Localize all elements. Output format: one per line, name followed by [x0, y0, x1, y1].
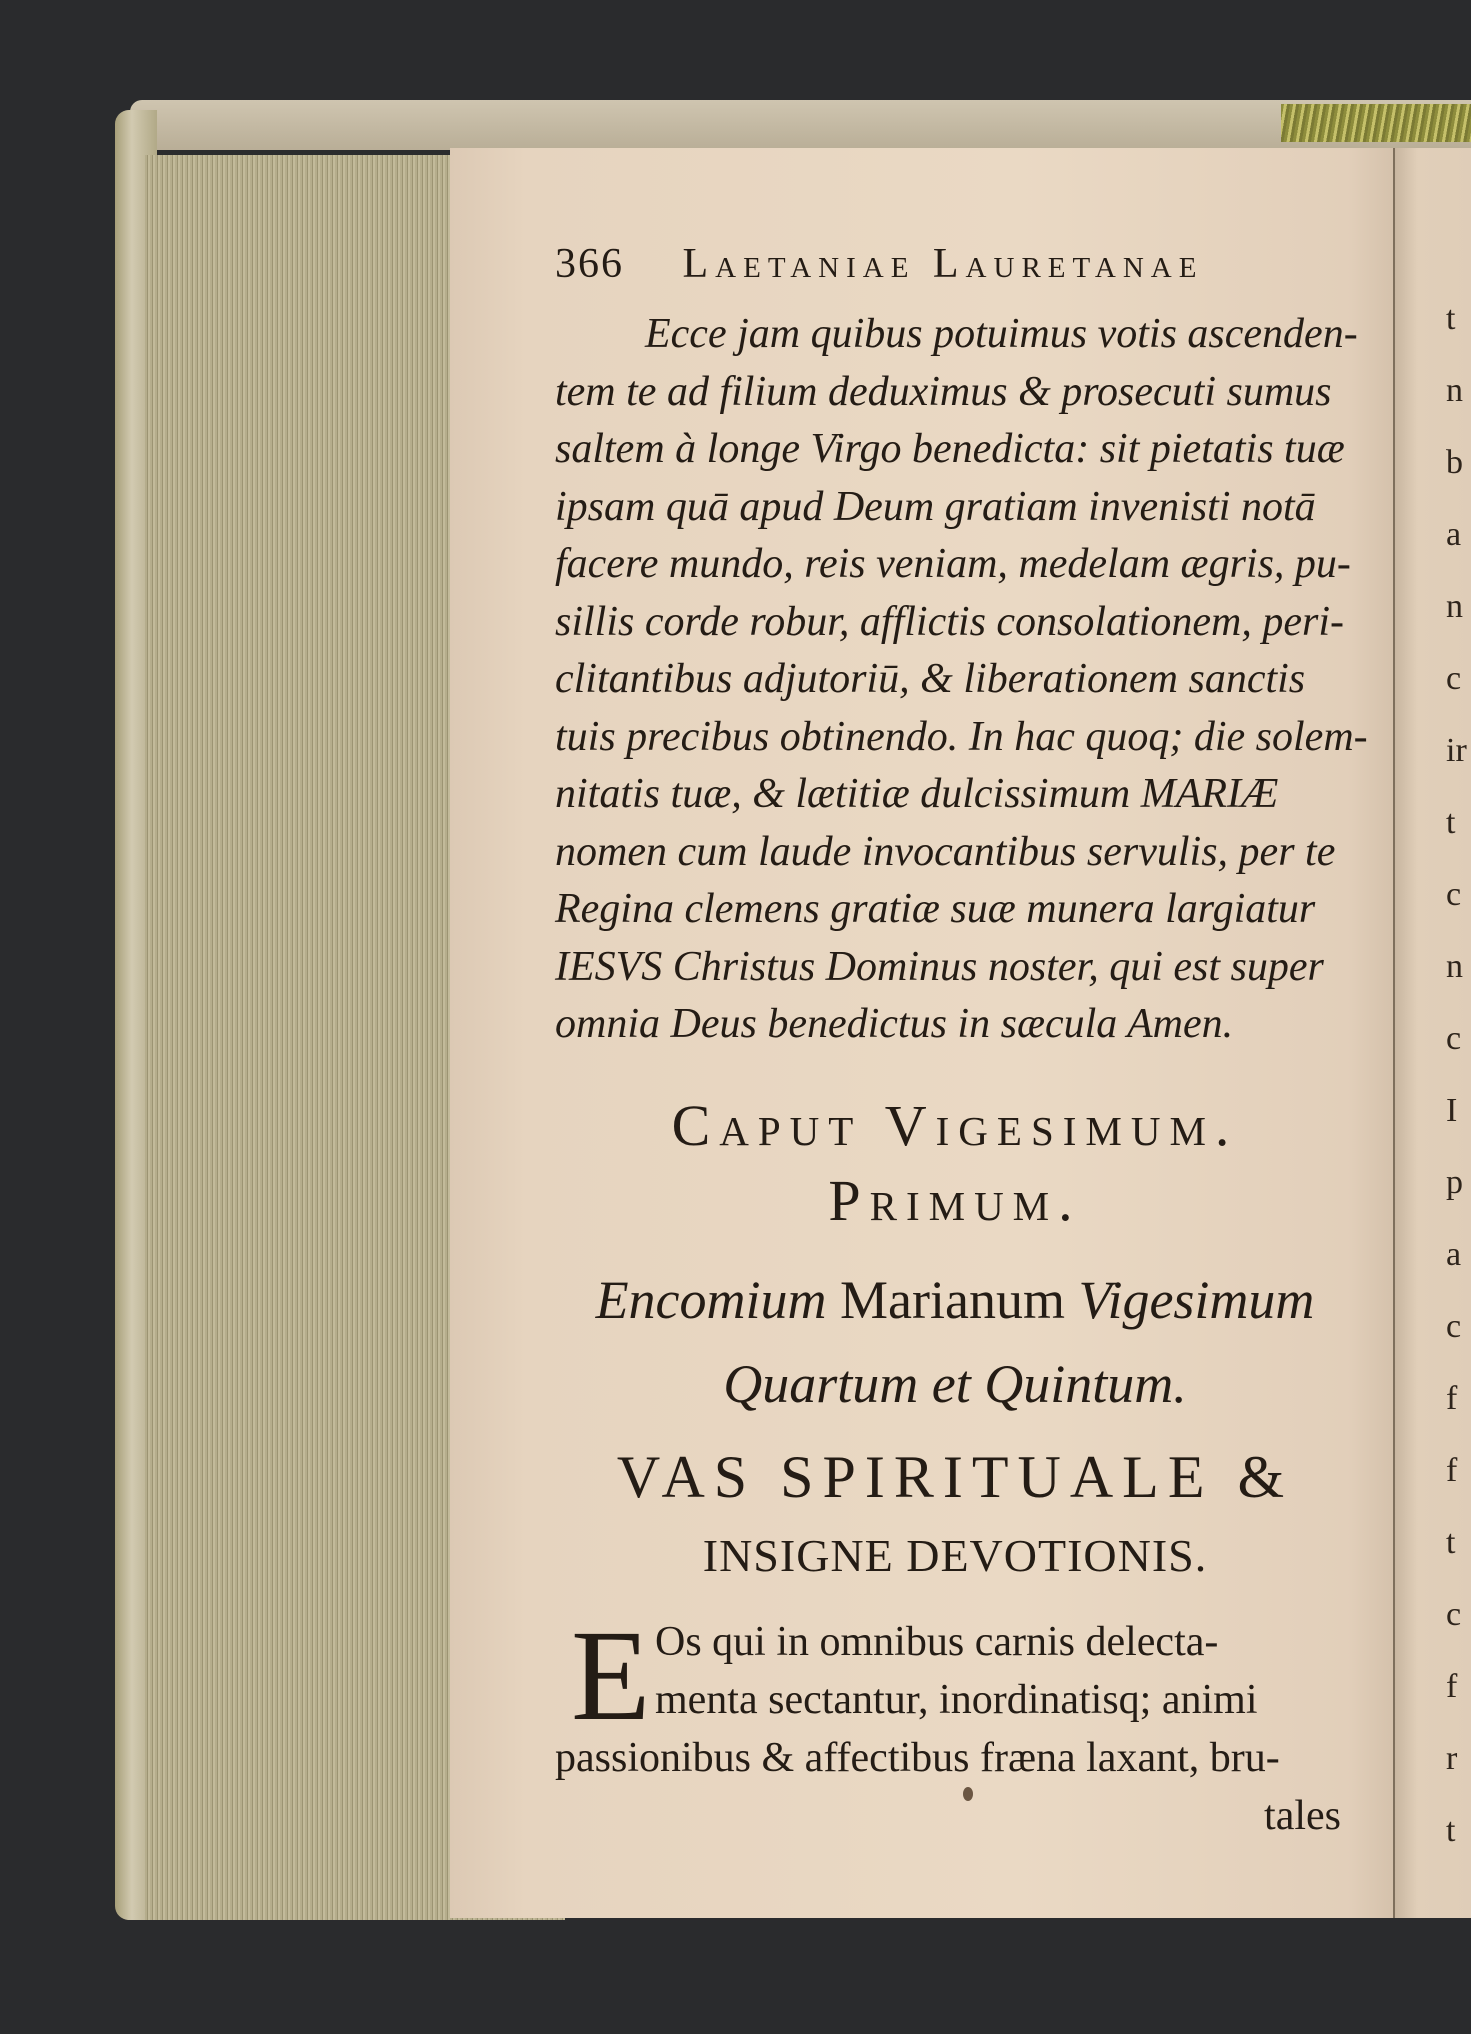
facing-page-letter: c: [1446, 1596, 1462, 1633]
headband: [1281, 104, 1471, 142]
facing-page-letter: n: [1446, 948, 1463, 985]
section-subtitle: INSIGNE DEVOTIONIS.: [702, 1529, 1208, 1581]
encomium-word: Marianum: [840, 1269, 1065, 1330]
text-line: Regina clemens gratiæ suæ munera largiatur: [555, 886, 1316, 932]
chapter-heading: [555, 1088, 1355, 1238]
page-text: [555, 240, 1368, 1908]
text-line: sillis corde robur, afflictis consolationem, peri-: [555, 598, 1345, 645]
text-line: menta sectantur, inordinatisq; animi: [655, 1676, 1258, 1723]
running-title: Laetaniae Lauretanae: [682, 241, 1204, 287]
text-line: IESVS Christus Dominus noster, qui est super: [555, 943, 1324, 990]
chapter-title-line: Primum.: [828, 1167, 1082, 1233]
facing-page-letter: t: [1446, 1524, 1456, 1561]
encomium-word: Vigesimum: [1078, 1269, 1315, 1330]
facing-page-letter: f: [1446, 1380, 1458, 1417]
facing-page-letters: [1446, 300, 1471, 1884]
facing-page-letter: n: [1446, 588, 1463, 625]
facing-page-letter: ir: [1446, 732, 1467, 769]
facing-page-letter: f: [1446, 1668, 1458, 1705]
text-line: tem te ad filium deduximus & prosecuti sumus: [555, 368, 1332, 415]
facing-page-letter: t: [1446, 300, 1456, 337]
facing-page-letter: I: [1446, 1092, 1458, 1129]
facing-page-letter: t: [1446, 804, 1456, 841]
text-line: ipsam quā apud Deum gratiam invenisti notā: [555, 483, 1316, 530]
page-number: 366: [555, 241, 624, 287]
text-line: tuis precibus obtinendo. In hac quoq; die solem-: [555, 713, 1368, 760]
facing-page-letter: n: [1446, 372, 1463, 409]
text-line: nitatis tuæ, & lætitiæ dulcissimum MARIÆ: [555, 771, 1279, 817]
catchword: tales: [1264, 1792, 1341, 1839]
text-line: saltem à longe Virgo benedicta: sit pietatis tuæ: [555, 426, 1345, 472]
facing-page-letter: t: [1446, 1812, 1456, 1849]
facing-page-letter: p: [1446, 1164, 1463, 1201]
facing-page-letter: r: [1446, 1740, 1458, 1777]
facing-page-letter: f: [1446, 1452, 1458, 1489]
encomium-heading: [555, 1258, 1355, 1426]
facing-page-letter: c: [1446, 876, 1462, 913]
facing-page-letter: b: [1446, 444, 1463, 481]
ink-spot: [963, 1787, 973, 1801]
text-line: Os qui in omnibus carnis delecta-: [655, 1618, 1219, 1665]
encomium-line: [555, 1258, 1355, 1342]
text-line: Ecce jam quibus potuimus votis ascenden-: [645, 311, 1358, 357]
opening-paragraph: [555, 1603, 1355, 1908]
facing-page-letter: a: [1446, 1236, 1462, 1273]
text-line: omnia Deus benedictus in sæcula Amen.: [555, 1001, 1234, 1047]
section-title: VAS SPIRITUALE &: [616, 1443, 1294, 1510]
facing-page-letter: c: [1446, 1308, 1462, 1345]
text-line: nomen cum laude invocantibus servulis, per te: [555, 828, 1336, 875]
text-line: passionibus & affectibus fræna laxant, bru-: [555, 1734, 1280, 1781]
encomium-line: Quartum et Quintum.: [723, 1353, 1187, 1414]
facing-page-letter: c: [1446, 1020, 1462, 1057]
page-header: [555, 240, 1355, 310]
drop-cap: E: [571, 1603, 651, 1748]
facing-page-letter: c: [1446, 660, 1462, 697]
prayer-text: [555, 310, 1368, 1058]
text-line: clitantibus adjutoriū, & liberationem sanctis: [555, 656, 1306, 702]
encomium-word: Encomium: [595, 1269, 827, 1330]
chapter-title-line: Caput Vigesimum.: [671, 1092, 1239, 1158]
text-line: facere mundo, reis veniam, medelam ægris, pu-: [555, 541, 1351, 587]
book-cover-top: [130, 100, 1471, 150]
facing-page-letter: a: [1446, 516, 1462, 553]
